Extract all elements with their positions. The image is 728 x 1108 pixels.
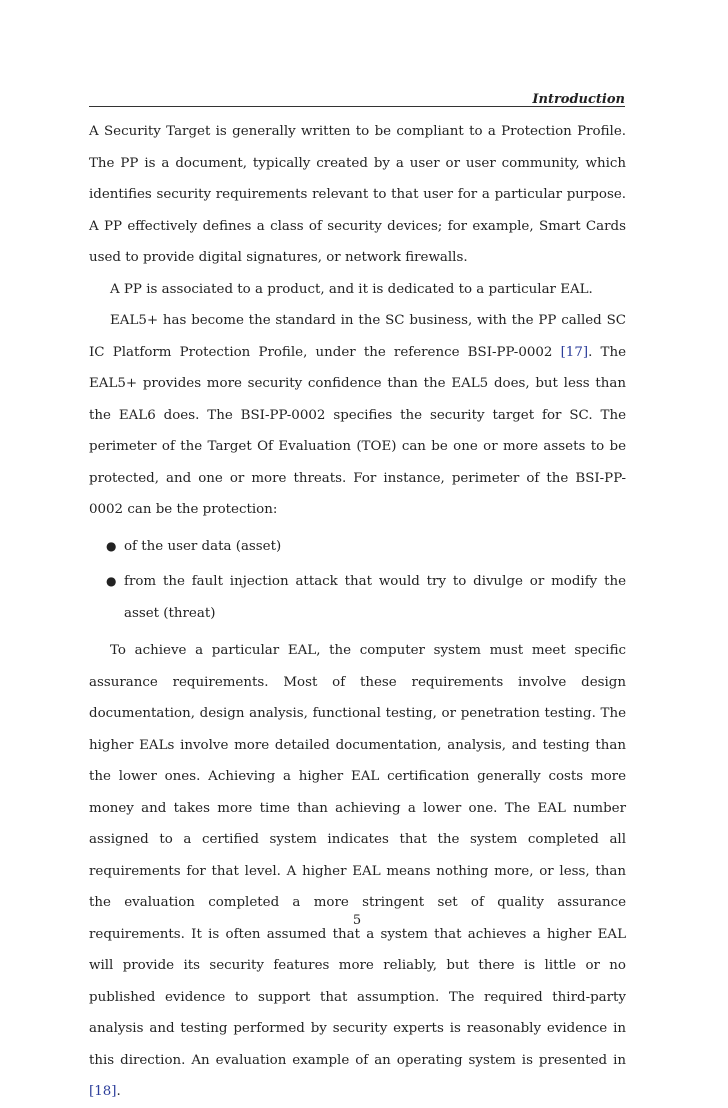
running-header <box>89 88 625 107</box>
paragraph-eal5-text-b: . The EAL5+ provides more security confidence than the EAL5 does, but less than the EAL6 does. The BSI-PP-0002 specifies the security target for SC. The perimeter of the Target Of Evaluation (TOE) can be one or more assets to be protected, and one or more threats. For instance, perimeter of the BSI-PP-0002 can be the protection: <box>89 344 626 517</box>
paragraph-pp-eal: A PP is associated to a product, and it is dedicated to a particular EAL. <box>110 281 593 297</box>
paragraph-achieve-eal <box>89 635 626 1108</box>
list-item-text: from the fault injection attack that would try to divulge or modify the asset (threat) <box>124 574 626 621</box>
list-item-text: of the user data (asset) <box>124 538 282 554</box>
paragraph-achieve-text-b: . <box>116 1084 121 1099</box>
paragraph-eal5-plus <box>89 305 626 526</box>
bullet-icon: ● <box>106 538 117 553</box>
protection-list <box>89 531 626 630</box>
paragraph-achieve-text-a: To achieve a particular EAL, the computer system must meet specific assurance requirements. Most of these requirements involve design documentation, design analysis, functional testing, or penetration testing. The higher EALs involve more detailed documentation, analysis, and testing than the lower ones. Achieving a higher EAL certification generally costs more money and takes more time than achieving a lower one. The EAL number assigned to a certified system indicates that the system completed all requirements for that level. A higher EAL means nothing more, or less, than the evaluation completed a more stringent set of quality assurance requirements. It is often assumed that a system that achieves a higher EAL will provide its security features more reliably, but there is little or no published evidence to support that assumption. The required third-party analysis and testing performed by security experts is reasonably evidence in this direction. An evaluation example of an operating system is presented in <box>89 643 626 1068</box>
page-body <box>89 116 626 1108</box>
paragraph-eal5-text-a: EAL5+ has become the standard in the SC business, with the PP called SC IC Platform Protection Profile, under the reference BSI-PP-0002 <box>89 313 626 360</box>
citation-18-link[interactable]: [18] <box>89 1084 117 1099</box>
page-number: 5 <box>352 913 362 928</box>
header-title: Introduction <box>532 92 625 107</box>
bullet-icon: ● <box>106 574 117 588</box>
paragraph-security-target: A Security Target is generally written to be compliant to a Protection Profile. The PP is a document, typically created by a user or user community, which identifies security requirements relevant to that user for a particular purpose. A PP effectively defines a class of security devices; for example, Smart Cards used to provide digital signatures, or network firewalls. <box>89 124 626 265</box>
list-item <box>89 531 626 563</box>
list-item <box>89 566 626 629</box>
citation-17-link[interactable]: [17] <box>560 344 589 360</box>
